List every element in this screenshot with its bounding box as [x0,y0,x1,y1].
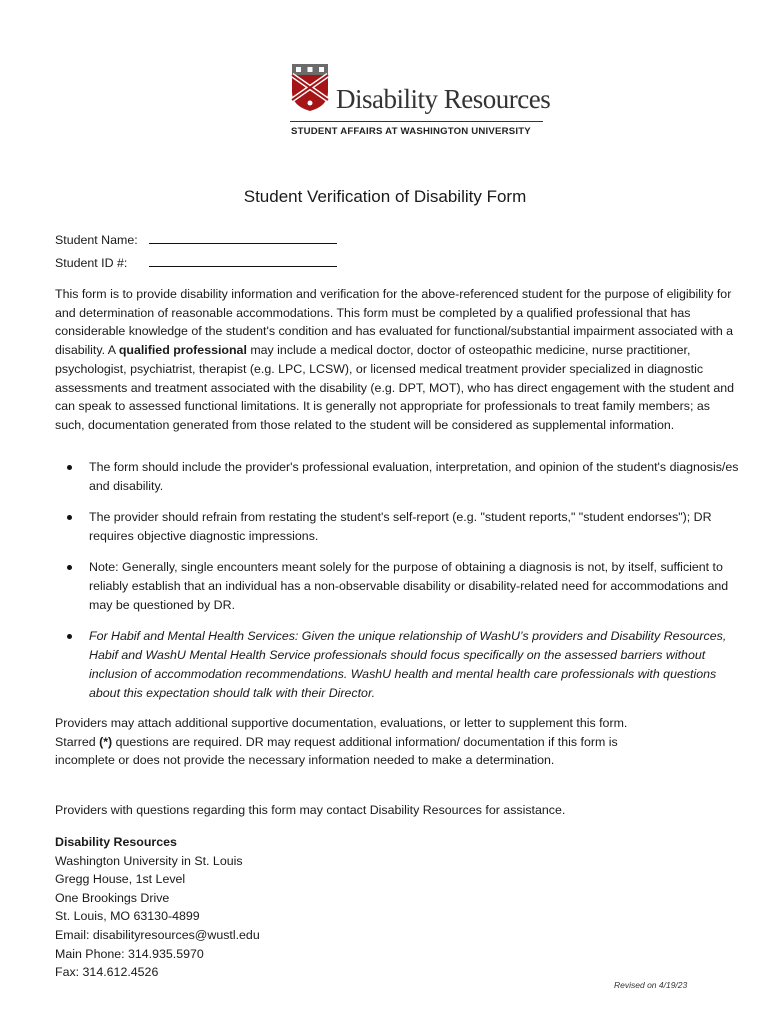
list-item [55,508,745,546]
contact-org: Disability Resources [55,835,177,849]
contact-line: Gregg House, 1st Level [55,872,186,887]
intro-paragraph [55,285,739,435]
list-item-text: Note: Generally, single encounters meant solely for the purpose of obtaining a diagnosis is not, by itself, sufficient to reliably establish that an individual has a non-observable disability or disability-related need for accommodations and may be questioned by DR. [89,560,729,612]
list-item [55,458,745,496]
bullet-icon [67,565,72,570]
brand-name: Disability Resources [336,84,551,114]
student-id-input-line[interactable] [149,254,337,267]
revised-date: Revised on 4/19/23 [614,980,688,990]
contact-email[interactable]: Email: disabilityresources@wustl.edu [55,927,260,942]
brand-subtitle: STUDENT AFFAIRS AT WASHINGTON UNIVERSITY [291,126,531,137]
bullet-icon [67,634,72,639]
student-name-input-line[interactable] [149,231,337,244]
providers-bold-text: (*) [99,734,113,749]
questions-paragraph: Providers with questions regarding this form may contact Disability Resources for assistance. [55,803,566,817]
contact-phone: Main Phone: 314.935.5970 [55,946,204,961]
list-item-text: The form should include the provider's professional evaluation, interpretation, and opinion of the student's diagnosis/es and disability. [89,460,739,493]
list-item [55,558,745,615]
logo [290,62,551,142]
form-title: Student Verification of Disability Form [243,187,527,206]
providers-paragraph [55,714,667,770]
bullet-icon [67,515,72,520]
contact-line: St. Louis, MO 63130-4899 [55,909,200,924]
providers-text-1: Providers may attach additional supportive documentation, evaluations, or letter to supplement this form. Starred [55,716,628,749]
contact-line: Washington University in St. Louis [55,853,243,868]
list-item-text: The provider should refrain from restating the student's self-report (e.g. "student reports," "student endorses"); DR requires objective diagnostic impressions. [89,510,712,543]
list-item-text: For Habif and Mental Health Services: Given the unique relationship of WashU’s providers and Disability Resources, Habif and WashU Mental Health Service professionals should focus specifically on the assessed barriers without inclusion of accommodation recommendations. WashU health and mental health care professionals with questions about this expectation should talk with their Director. [89,629,727,700]
university-seal-icon [290,62,330,112]
providers-text-2: questions are required. DR may request additional information/ documentation if this form is incomplete or does not provide the necessary information needed to make a determination. [55,734,618,768]
student-id-label: Student ID #: [55,256,128,270]
student-name-field [55,231,337,247]
intro-text-1: This form is to provide disability information and verification for the above-referenced student for the purpose of eligibility for and determination of reasonable accommodations. This form must be completed by a qualified professional that has considerable knowledge of the student's condition and has evaluated for functional/substantial impairment associated with a disability. A [55,287,734,358]
contact-block [55,833,260,982]
intro-text-2: may include a medical doctor, doctor of osteopathic medicine, nurse practitioner, psychologist, psychiatrist, therapist (e.g. LPC, LCSW), or licensed medical treatment provider specialized in diagnostic assessments and treatment associated with the disability (e.g. DPT, MOT), who has direct engagement with the student and can speak to assessed functional limitations. It is generally not appropriate for professionals to treat family members; as such, documentation generated from those related to the student will be considered as supplemental information. [55,343,735,432]
intro-bold-text: qualified professional [118,343,247,358]
student-id-field [55,254,337,270]
contact-line: One Brookings Drive [55,890,170,905]
list-item [55,627,745,703]
guidance-list [55,458,745,703]
contact-fax: Fax: 314.612.4526 [55,965,159,980]
student-name-label: Student Name: [55,233,138,247]
logo-divider [290,121,543,122]
bullet-icon [67,465,72,470]
